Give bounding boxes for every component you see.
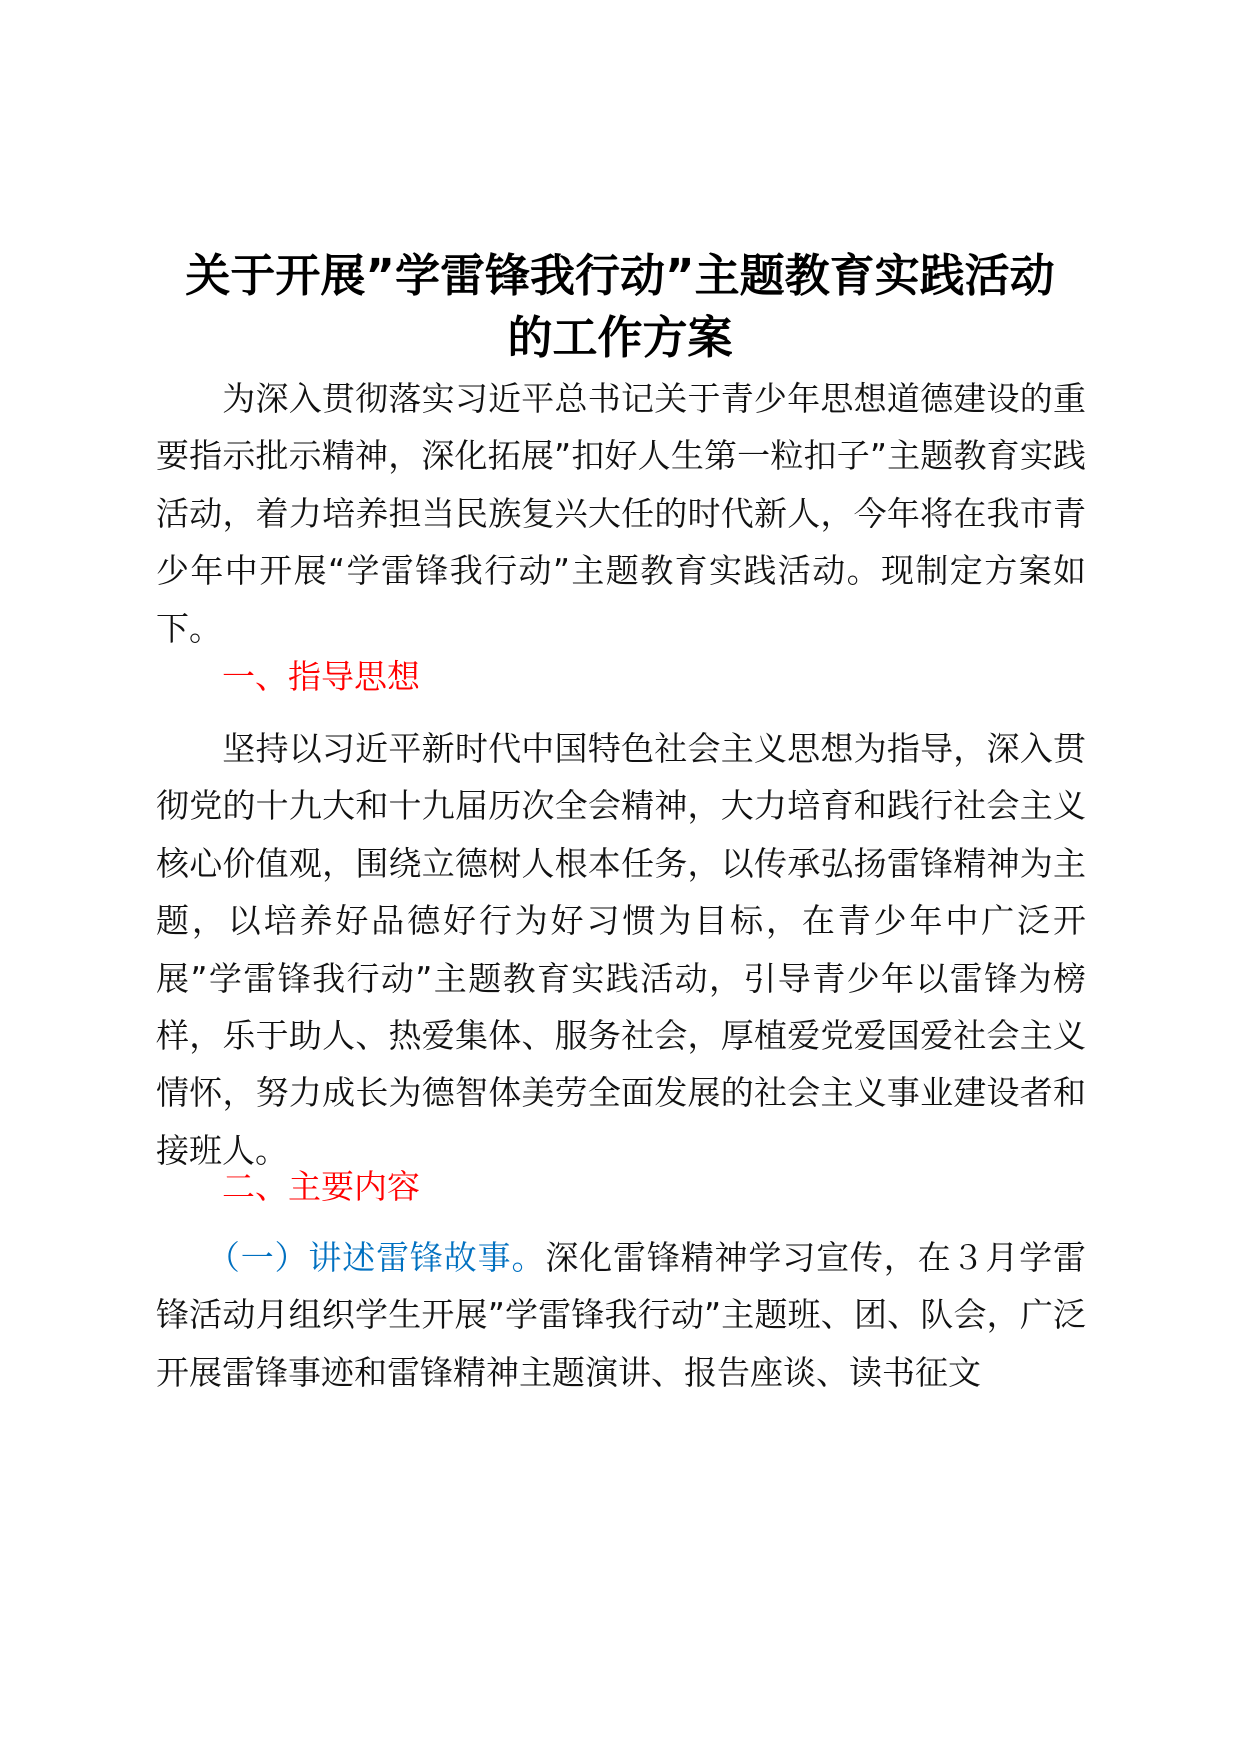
document-title — [150, 245, 1090, 369]
section-heading-guiding-ideology: 一、指导思想 — [222, 657, 420, 696]
guiding-ideology-text: 坚持以习近平新时代中国特色社会主义思想为指导，深入贯彻党的十九大和十九届历次全会精神，大力培育和践行社会主义核心价值观，围绕立德树人根本任务，以传承弘扬雷锋精神为主题，以培养好品德好行为好习惯为目标，在青少年中广泛开展”学雷锋我行动”主题教育实践活动，引导青少年以雷锋为榜样，乐于助人、热爱集体、服务社会，厚植爱党爱国爱社会主义情怀，努力成长为德智体美劳全面发展的社会主义事业建设者和接班人。 — [156, 729, 1086, 1170]
intro-text: 为深入贯彻落实习近平总书记关于青少年思想道德建设的重要指示批示精神，深化拓展”扣好人生第一粒扣子”主题教育实践活动，着力培养担当民族复兴大任的时代新人，今年将在我市青少年中开展“学雷锋我行动”主题教育实践活动。现制定方案如下。 — [156, 379, 1086, 648]
title-line-1: 关于开展”学雷锋我行动”主题教育实践活动 — [185, 249, 1055, 302]
section-heading-main-content: 二、主要内容 — [222, 1167, 420, 1206]
guiding-ideology-paragraph — [156, 720, 1086, 1179]
title-line-2: 的工作方案 — [507, 311, 733, 364]
item-1-text: 深化雷锋精神学习宣传，在３月学雷锋活动月组织学生开展”学雷锋我行动”主题班、团、队会，广泛开展雷锋事迹和雷锋精神主题演讲、报告座谈、读书征文 — [156, 1238, 1087, 1392]
main-content-item-1 — [156, 1229, 1086, 1401]
item-1-label: （一）讲述雷锋故事。 — [206, 1238, 546, 1277]
intro-paragraph — [156, 370, 1086, 657]
